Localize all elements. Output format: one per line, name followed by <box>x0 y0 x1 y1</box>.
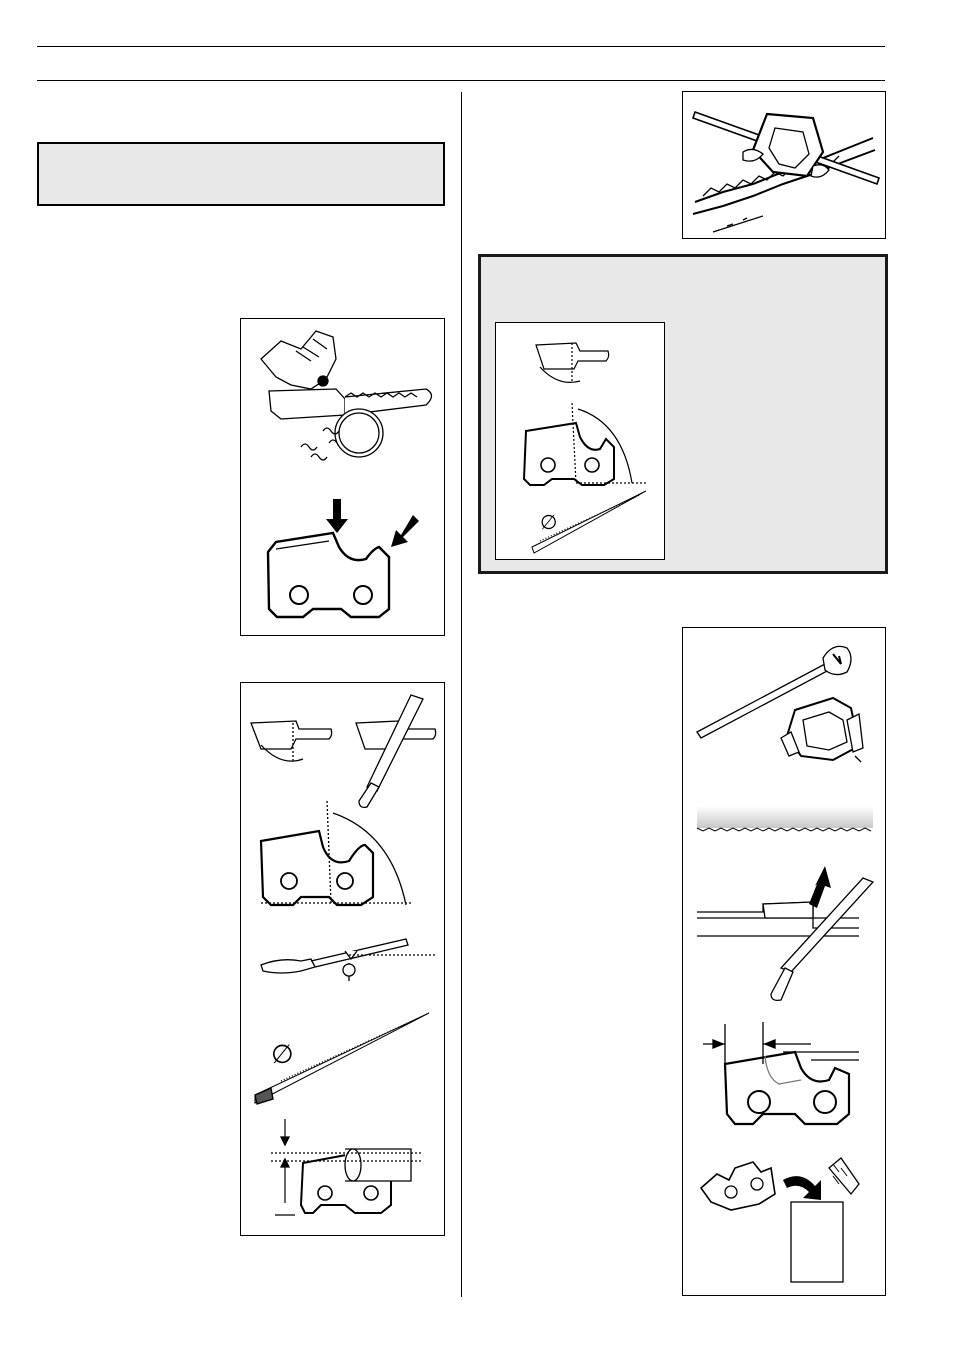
figure-sharpening-angles <box>240 682 445 1236</box>
diameter-symbol: ∅ <box>271 1040 294 1070</box>
warning-box <box>37 142 445 206</box>
down-arrow-icon <box>326 499 348 533</box>
diagonal-arrow-icon <box>391 515 419 547</box>
note-diameter-symbol: ∅ <box>540 510 558 534</box>
header-bottom-rule <box>37 80 885 81</box>
note-angles-drawing <box>496 323 666 561</box>
header-top-rule <box>37 46 885 47</box>
figure-sharpening-tools <box>682 627 886 1296</box>
column-divider <box>461 92 462 1297</box>
sharpening-angles-drawing <box>241 683 446 1237</box>
up-arrow-icon <box>809 866 831 908</box>
disposal-arrow-icon <box>783 1176 821 1200</box>
file-guide-drawing <box>683 92 887 240</box>
figure-note-angles <box>495 322 665 560</box>
figure-chain-inspection <box>240 318 445 636</box>
sharpening-tools-drawing <box>683 628 887 1297</box>
note-box <box>478 254 888 574</box>
chain-inspection-drawing <box>241 319 446 637</box>
figure-file-guide-on-chain <box>682 91 886 239</box>
